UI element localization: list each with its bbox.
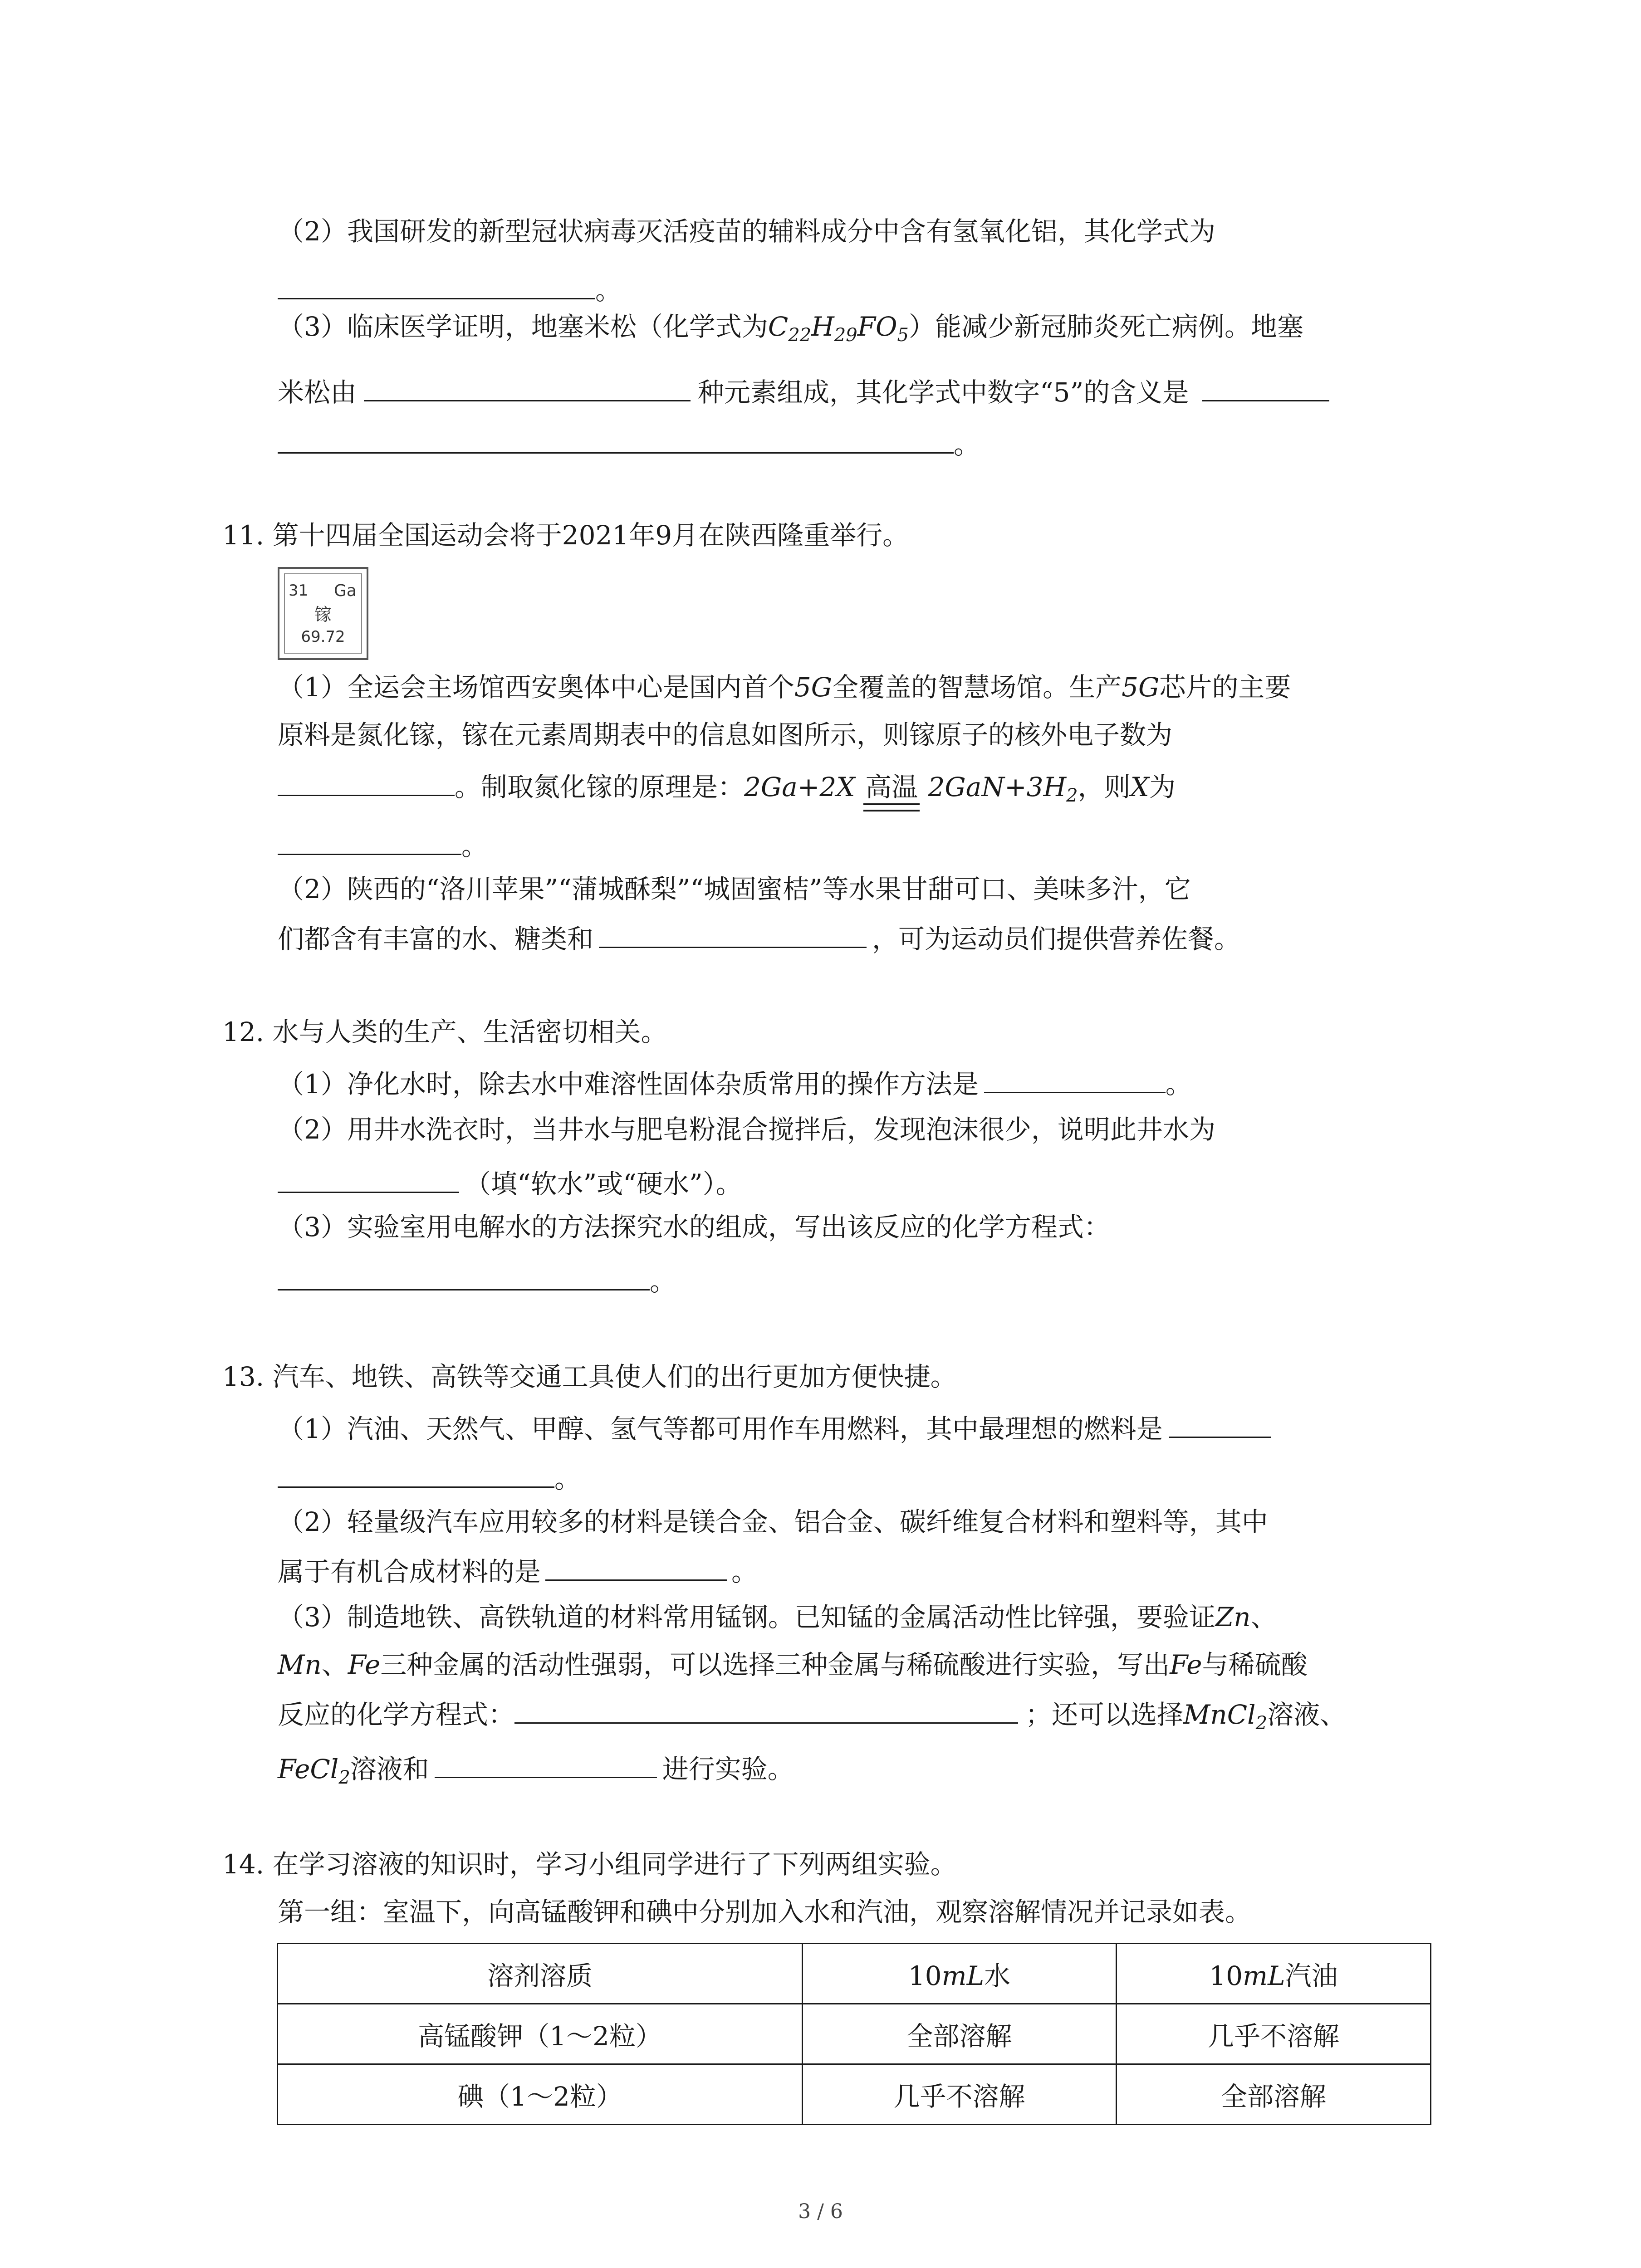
q14-intro: 第一组：室温下，向高锰酸钾和碘中分别加入水和汽油，观察溶解情况并记录如表。 — [278, 1897, 1252, 1927]
q13-fuel-blank-start[interactable] — [1169, 1408, 1271, 1438]
q11-part1-line4: 。 — [278, 826, 488, 864]
page-number: 3 / 6 — [798, 2200, 843, 2223]
q13-part3-line1: （3）制造地铁、高铁轨道的材料常用锰钢。已知锰的金属活动性比锌强，要验证Zn、 — [278, 1602, 1277, 1633]
table-cell: 全部溶解 — [1117, 2064, 1431, 2125]
table-cell: 碘（1～2粒） — [278, 2064, 803, 2125]
q13-part3-line4: FeCl$_2$溶液和 进行实验。 — [278, 1749, 794, 1787]
q13-part3-line2: Mn、Fe三种金属的活动性强弱，可以选择三种金属与稀硫酸进行实验，写出Fe与稀硫酸 — [278, 1649, 1308, 1680]
q12-part2-line1: （2）用井水洗衣时，当井水与肥皂粉混合搅拌后，发现泡沫很少，说明此井水为 — [278, 1114, 1215, 1145]
q11-part2-line2: 们都含有丰富的水、糖类和 ，可为运动员们提供营养佐餐。 — [278, 919, 1240, 957]
q11-part2-line1: （2）陕西的“洛川苹果”“蒲城酥梨”“城固蜜桔”等水果甘甜可口、美味多汁，它 — [278, 874, 1191, 904]
q14-stem: 14. 在学习溶液的知识时，学习小组同学进行了下列两组实验。 — [222, 1849, 957, 1880]
equation-right: $2GaN+3H_2$ — [928, 772, 1078, 806]
q13-part1-line1: （1）汽油、天然气、甲醇、氢气等都可用作车用燃料，其中最理想的燃料是 — [278, 1408, 1271, 1447]
q10-part3-line3: 。 — [278, 424, 980, 463]
q11-x-blank[interactable] — [278, 826, 461, 855]
q10-part2-blank[interactable] — [278, 270, 595, 299]
periodic-element-card — [278, 567, 368, 660]
solubility-table — [277, 1943, 1431, 2125]
q13-stem: 13. 汽车、地铁、高铁等交通工具使人们的出行更加方便快捷。 — [222, 1361, 957, 1392]
header-water: 10mL水 — [803, 1944, 1117, 2004]
table-cell: 几乎不溶解 — [803, 2064, 1117, 2125]
element-name: 镓 — [314, 605, 332, 625]
q10-part3-blank2-end[interactable] — [278, 424, 954, 454]
table-row — [278, 2064, 1431, 2125]
q10-part3-line2: 米松由 种元素组成，其化学式中数字“5”的含义是 — [278, 372, 1329, 411]
table-cell: 几乎不溶解 — [1117, 2004, 1431, 2064]
q13-fe-equation-blank[interactable] — [514, 1694, 1018, 1724]
table-row — [278, 2004, 1431, 2064]
q11-electron-count-blank[interactable] — [278, 767, 455, 796]
equation-condition: 高温 — [863, 769, 920, 805]
q10-part2-answer-line: 。 — [278, 270, 622, 308]
q13-part1-line2: 。 — [278, 1458, 581, 1497]
table-cell: 全部溶解 — [803, 2004, 1117, 2064]
header-solvent-solute: 溶剂溶质 — [278, 1944, 803, 2004]
q10-part2 — [278, 213, 1215, 249]
q12-part3-line1: （3）实验室用电解水的方法探究水的组成，写出该反应的化学方程式： — [278, 1212, 1110, 1242]
q12-stem: 12. 水与人类的生产、生活密切相关。 — [222, 1017, 667, 1047]
q12-part2-line2: （填“软水”或“硬水”）。 — [278, 1163, 742, 1202]
q10-part2-text: （2）我国研发的新型冠状病毒灭活疫苗的辅料成分中含有氢氧化铝，其化学式为 — [278, 216, 1215, 247]
q10-part3-blank2-start[interactable] — [1202, 372, 1329, 401]
q12-equation-blank[interactable] — [278, 1261, 650, 1290]
q12-part1: （1）净化水时，除去水中难溶性固体杂质常用的操作方法是 。 — [278, 1064, 1192, 1102]
q13-reagent-blank[interactable] — [435, 1749, 657, 1778]
q11-part1-line2: 原料是氮化镓，镓在元素周期表中的信息如图所示，则镓原子的核外电子数为 — [278, 719, 1173, 750]
atomic-number: 31 — [289, 582, 309, 600]
q12-part3-line2: 。 — [278, 1261, 676, 1300]
q10-part3-line1: （3）临床医学证明，地塞米松（化学式为$C_{22}H_{29}FO_5$）能减少新冠肺炎死亡病例。地塞 — [278, 311, 1303, 346]
q11-nutrient-blank[interactable] — [599, 919, 867, 948]
q11-part1-line3: 。制取氮化镓的原理是：2Ga+2X 高温 $2GaN+3H_2$，则X为 — [278, 767, 1176, 805]
q11-part1-line1: （1）全运会主场馆西安奥体中心是国内首个5G全覆盖的智慧场馆。生产5G芯片的主要 — [278, 672, 1291, 703]
dexamethasone-formula: $C_{22}H_{29}FO_5$ — [768, 311, 909, 346]
table-cell: 高锰酸钾（1～2粒） — [278, 2004, 803, 2064]
element-symbol: Ga — [334, 582, 357, 600]
equation-left: 2Ga+2X — [744, 772, 855, 802]
q13-fuel-blank-end[interactable] — [278, 1458, 554, 1488]
q12-water-type-blank[interactable] — [278, 1163, 459, 1193]
q10-part3-blank1[interactable] — [364, 372, 691, 401]
q13-part3-line3: 反应的化学方程式： ；还可以选择MnCl$_2$溶液、 — [278, 1694, 1346, 1733]
q12-operation-blank[interactable] — [984, 1064, 1166, 1093]
q13-part2-line1: （2）轻量级汽车应用较多的材料是镁合金、铝合金、碳纤维复合材料和塑料等，其中 — [278, 1506, 1268, 1537]
table-header-row — [278, 1944, 1431, 2004]
q13-material-blank[interactable] — [545, 1551, 727, 1581]
q13-part2-line2: 属于有机合成材料的是 。 — [278, 1551, 758, 1590]
q11-stem: 11. 第十四届全国运动会将于2021年9月在陕西隆重举行。 — [222, 520, 909, 551]
atomic-mass: 69.72 — [301, 628, 345, 646]
header-gasoline: 10mL汽油 — [1117, 1944, 1431, 2004]
